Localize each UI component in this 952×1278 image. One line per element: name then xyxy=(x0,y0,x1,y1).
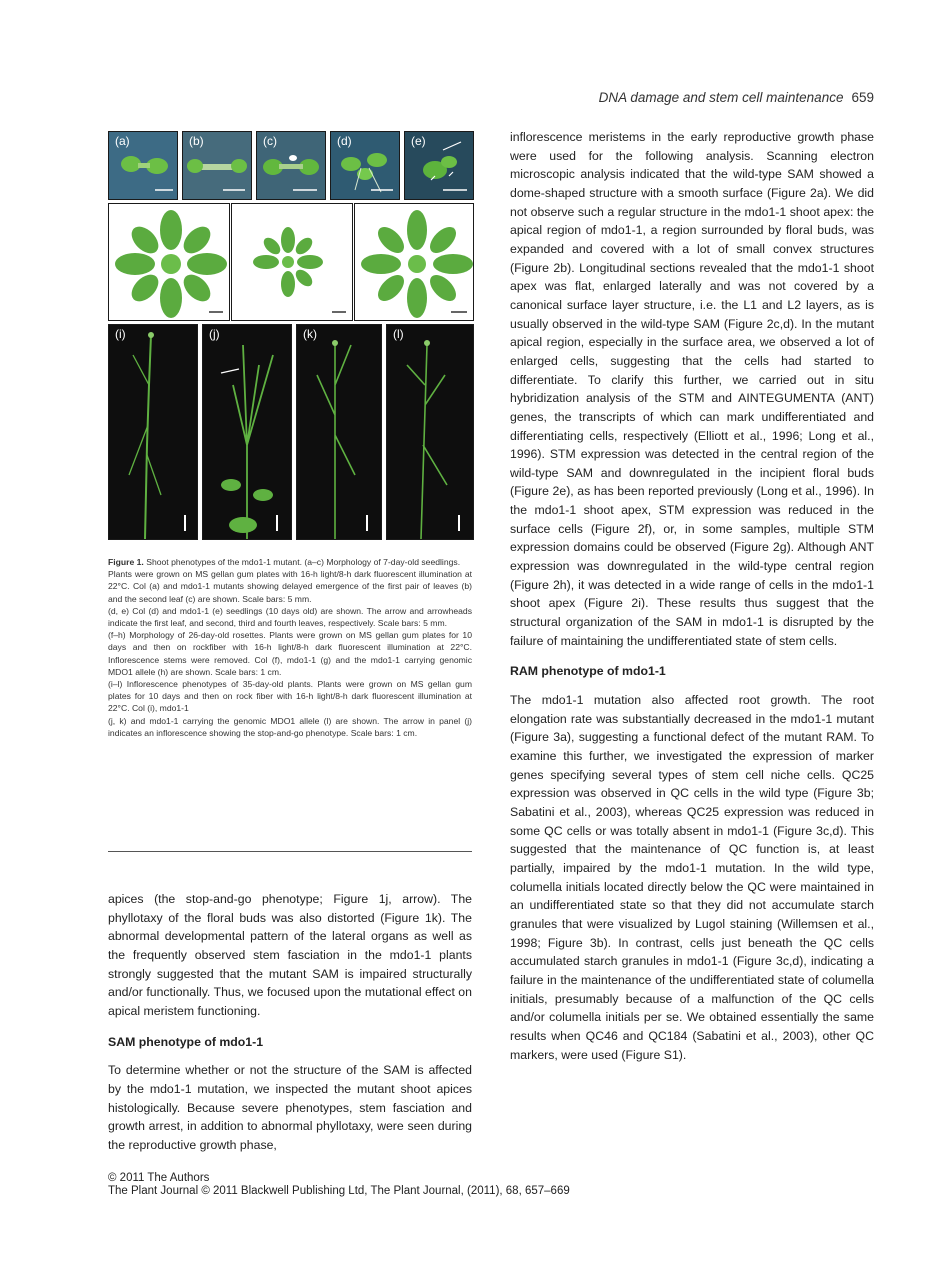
panel-e xyxy=(404,131,474,200)
inflorescence-image-i xyxy=(109,325,197,539)
caption-paragraph: Plants were grown on MS gellan gum plates with 16-h light/8-h dark fluorescent illumination at 22°C. Col (a) and mdo1-1 mutants showing delayed emergence of the first pair of leaves (b) and the second leaf (c) are shown. Scale bars: 5 mm. xyxy=(108,569,472,604)
running-header-title: DNA damage and stem cell maintenance xyxy=(598,90,844,105)
panel-label: (b) xyxy=(189,134,204,148)
body-paragraph: inflorescence meristems in the early reproductive growth phase were used for the following analysis. Scanning electron microscopic analysis indicated that the wild-type SAM showed a dome-shaped structure with a smooth surface (Figure 2a). We did not observe such a regular structure in the mdo1-1 shoot apex: the apical region of mdo1-1, a region surrounded by floral buds, was expanded and covered with a lot of small convex structures (Figure 2b). Longitudinal sections revealed that the mdo1-1 shoot apex was flat, enlarged laterally and was not covered by a canonical surface layer structure, i.e. the L1 and L2 layers, as is usually observed in the wild-type SAM (Figure 2c,d). In the mutant apical region, especially in the surface area, we observed a lot of enlarged cells, suggesting that the cells had started to differentiate. To clarify this further, we carried out in situ hybridization analysis of the STM and AINTEGUMENTA (ANT) genes, the transcripts of which can mark undifferentiated and differentiating cells, respectively (Elliott et al., 1996; Long et al., 1996). STM expression was detected in the central region of the wild-type SAM and downregulated in the incipient floral buds (Figure 2e), as has been reported previously (Long et al., 1996). In the mdo1-1 shoot apex, STM expression was reduced in the surface cells (Figure 2f), or, in some samples, multiple STM expression domains could be observed (Figure 2g). Although ANT expression was downregulated in the wild-type central region (Figure 2h), it was detected in a wide range of cells in the mdo1-1 shoot apex (Figure 2i). These results thus suggest that the structural organization of the SAM in mdo1-1 is disrupted by the failure of maintaining the undifferentiated state of stem cells. xyxy=(510,130,874,648)
panel-label: (f) xyxy=(115,206,127,220)
panel-label: (c) xyxy=(263,134,277,148)
figure-caption xyxy=(108,556,472,739)
caption-title: Shoot phenotypes of the mdo1-1 mutant. (a–c) Morphology of 7-day-old seedlings. xyxy=(146,557,461,567)
panel-c xyxy=(256,131,326,200)
inflorescence-image-j xyxy=(203,325,291,539)
body-paragraph: The mdo1-1 mutation also affected root growth. The root elongation rate was substantially decreased in the mdo1-1 mutant (Figure 3a), suggesting a functional defect of the mutant RAM. To examine this further, we investigated the expression of marker genes specifying several types of stem cell niche cells. QC25 expression was observed in QC cells in the wild type (Figure 3b; Sabatini et al., 2003), whereas QC25 expression was reduced in some QC cells or was totally absent in mdo1-1 (Figure 3c,d). This suggested that the maintenance of QC function is, at least partially, impaired by the mdo1-1 mutation. In the wild type, columella initials located directly below the QC were maintained in an undifferentiated state so that they did not accumulate starch granules that were visualized by Lugol staining (Willemsen et al., 1998; Figure 3b). In contrast, cells just beneath the QC cells accumulated starch granules in mdo1-1 (Figure 3c,d), indicating a failure in the maintenance of the undifferentiated state of columella initials, presumably because of a malfunction of the QC cells and/or columella initials per se. We obtained essentially the same results when QC46 and QC184 (Sabatini et al., 2003), other QC markers, were used (Figure S1). xyxy=(510,693,874,1062)
rosette-image-f xyxy=(109,204,229,320)
panel-a xyxy=(108,131,178,200)
body-paragraph: apices (the stop-and-go phenotype; Figure 1j, arrow). The phyllotaxy of the floral buds was also distorted (Figure 1k). The abnormal developmental pattern of the lateral organs as well as the frequently observed stem fasciation in the mdo1-1 plants strongly suggested that the mutant SAM is impaired structurally and/or functionally. Thus, we focused upon the mutational effect on apical meristem functioning. xyxy=(108,892,472,1018)
panel-label: (a) xyxy=(115,134,130,148)
left-column xyxy=(108,890,472,1155)
caption-paragraph: (j, k) and mdo1-1 carrying the genomic MDO1 allele (l) are shown. The arrow in panel (j) indicates an inflorescence showing the stop-and-go phenotype. Scale bars: 1 cm. xyxy=(108,715,472,738)
panel-label: (g) xyxy=(238,206,253,220)
page-number: 659 xyxy=(851,90,874,105)
caption-paragraph: (f–h) Morphology of 26-day-old rosettes. Plants were grown on MS gellan gum plates for 10 days and then on rockfiber with 16-h light/8-h dark fluorescent illumination at 22°C. Inflorescence stems were removed. Col (f), mdo1-1 (g) and the mdo1-1 carrying genomic MDO1 allele (h) are shown. Scale bars: 1 cm. xyxy=(108,630,472,677)
panel-label: (i) xyxy=(115,327,126,341)
panel-f xyxy=(108,203,230,321)
panel-h xyxy=(354,203,474,321)
rosette-image-g xyxy=(232,204,352,320)
panel-label: (d) xyxy=(337,134,352,148)
panel-label: (h) xyxy=(361,206,376,220)
panel-b xyxy=(182,131,252,200)
copyright-line: © 2011 The Authors xyxy=(108,1172,210,1184)
caption-paragraph: (d, e) Col (d) and mdo1-1 (e) seedlings (10 days old) are shown. The arrow and arrowheads indicate the first leaf, and second, third and fourth leaves, respectively. Scale bars: 5 mm. xyxy=(108,605,472,629)
body-paragraph: To determine whether or not the structure of the SAM is affected by the mdo1-1 mutation, we inspected the mutant shoot apices histologically. Because severe phenotypes, stem fasciation and growth arrest, in addition to abnormal phyllotaxy, were seen during the reproductive growth phase, xyxy=(108,1063,472,1152)
panel-g xyxy=(231,203,353,321)
panel-label: (j) xyxy=(209,327,220,341)
page-footer xyxy=(108,1172,570,1198)
journal-citation: The Plant Journal © 2011 Blackwell Publishing Ltd, The Plant Journal, (2011), 68, 657–669 xyxy=(108,1185,570,1197)
section-heading: RAM phenotype of mdo1-1 xyxy=(510,664,666,679)
panel-k xyxy=(296,324,382,540)
inflorescence-image-l xyxy=(387,325,473,539)
panel-j xyxy=(202,324,292,540)
caption-paragraph: (i–l) Inflorescence phenotypes of 35-day-old plants. Plants were grown on MS gellan gum plates for 10 days and then on rock fiber with 16-h light/8-h dark fluorescent illumination at 22°C. Col (i), mdo1-1 xyxy=(108,679,472,714)
right-column xyxy=(510,128,874,1064)
inflorescence-image-k xyxy=(297,325,381,539)
panel-d xyxy=(330,131,400,200)
running-header xyxy=(540,90,874,105)
caption-divider xyxy=(108,851,472,852)
panel-l xyxy=(386,324,474,540)
panel-label: (k) xyxy=(303,327,317,341)
rosette-image-h xyxy=(355,204,473,320)
panel-label: (l) xyxy=(393,327,404,341)
section-heading: SAM phenotype of mdo1-1 xyxy=(108,1034,264,1049)
panel-label: (e) xyxy=(411,134,426,148)
figure-number: Figure 1. xyxy=(108,557,144,567)
panel-i xyxy=(108,324,198,540)
